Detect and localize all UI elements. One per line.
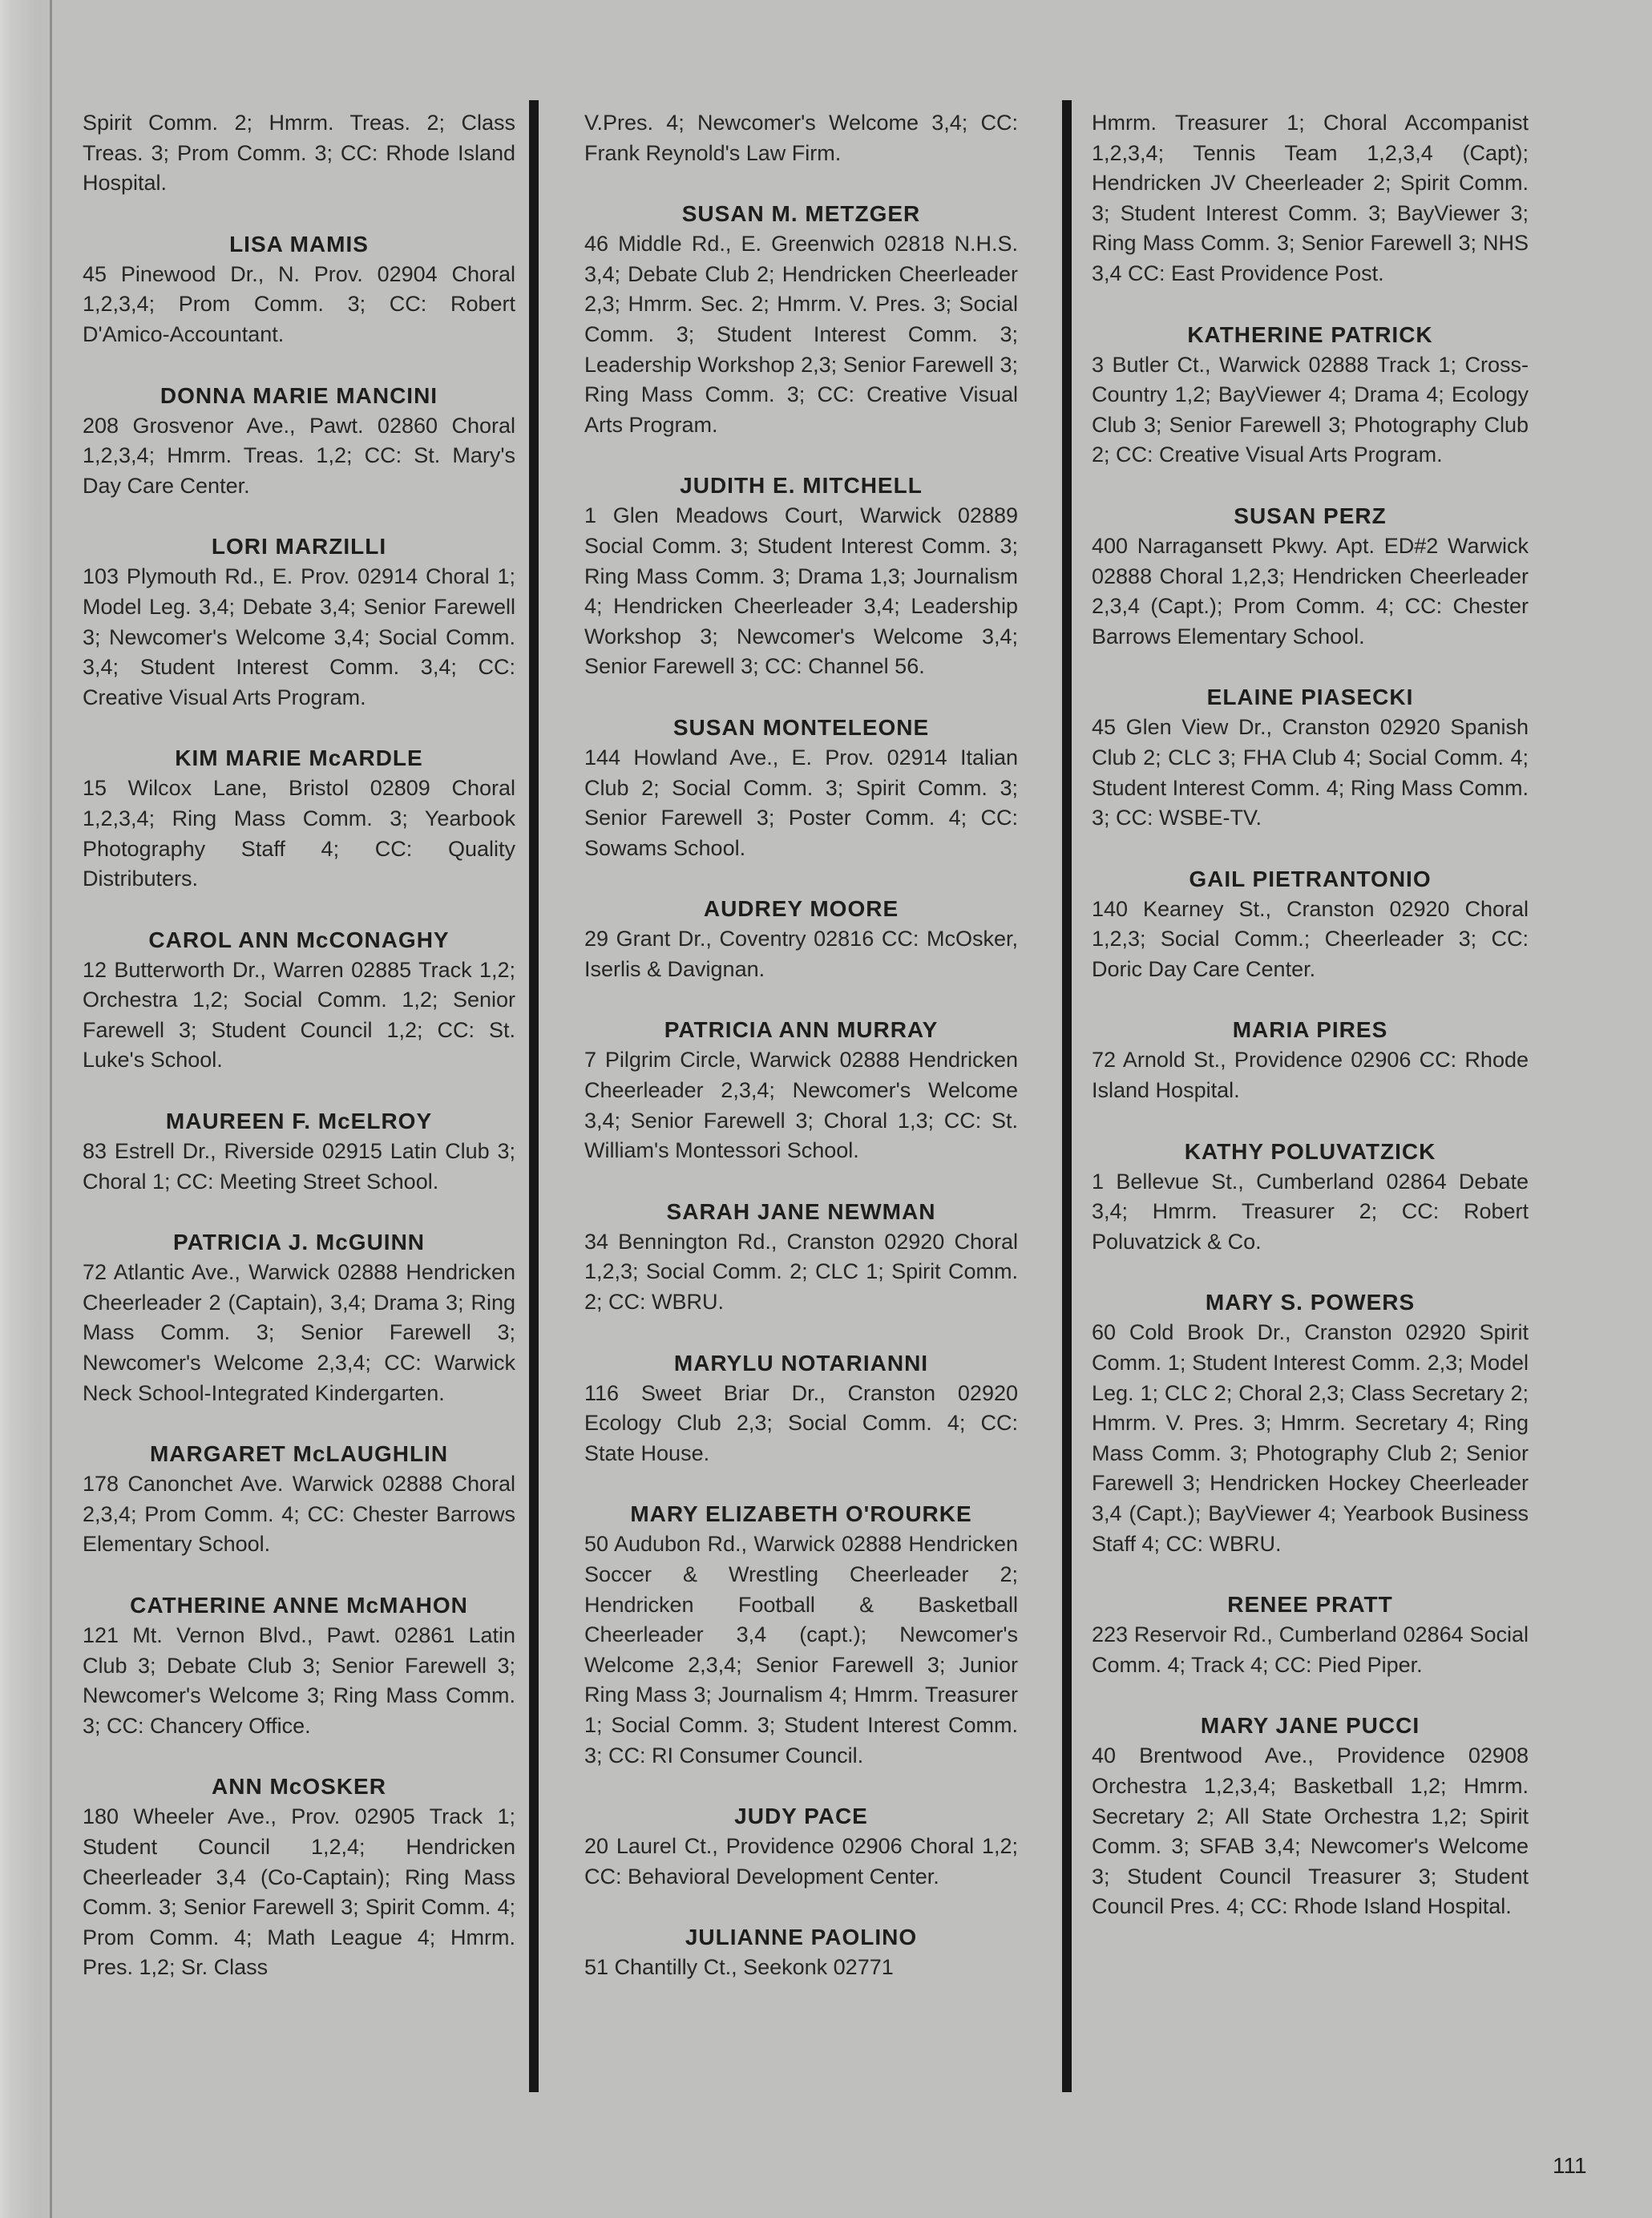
- student-name: MARY ELIZABETH O'ROURKE: [630, 1501, 972, 1527]
- student-name: JUDITH E. MITCHELL: [680, 473, 923, 499]
- student-name: KIM MARIE McARDLE: [175, 745, 423, 771]
- entry-text: 20 Laurel Ct., Providence 02906 Choral 1,2; CC: Behavioral Development Center.: [584, 1834, 1018, 1889]
- entry-text: Spirit Comm. 2; Hmrm. Treas. 2; Class Treas. 3; Prom Comm. 3; CC: Rhode Island Hospital.: [83, 111, 515, 196]
- student-name: MARY S. POWERS: [1205, 1290, 1416, 1315]
- student-name: DONNA MARIE MANCINI: [160, 382, 438, 408]
- entry-text: 29 Grant Dr., Coventry 02816 CC: McOsker, Iserlis & Davignan.: [584, 927, 1018, 981]
- student-name: ANN McOSKER: [212, 1774, 386, 1800]
- student-entry: [584, 199, 1018, 440]
- student-entry: [584, 1499, 1018, 1771]
- entry-text: 15 Wilcox Lane, Bristol 02809 Choral 1,2,3,4; Ring Mass Comm. 3; Yearbook Photography Staff 4; CC: Quality Distributers.: [83, 776, 515, 891]
- page-binding-edge: [0, 0, 52, 2218]
- entry-text: 144 Howland Ave., E. Prov. 02914 Italian Club 2; Social Comm. 3; Spirit Comm. 3; Senior Farewell 3; Poster Comm. 4; CC: Sowams School.: [584, 745, 1018, 860]
- student-name: CAROL ANN McCONAGHY: [148, 927, 450, 952]
- student-name: MARGARET McLAUGHLIN: [149, 1441, 449, 1467]
- column-2: [584, 108, 1018, 2014]
- continued-entry: [1092, 108, 1529, 289]
- entry-text: 60 Cold Brook Dr., Cranston 02920 Spirit Comm. 1; Student Interest Comm. 2,3; Model Leg. 1; CLC 2; Choral 2,3; Class Secretary 2; Hmrm. V. Pres. 3; Hmrm. Secretary 4; Ring Mass Comm. 3; Photography Club 2; Senior Farewell 3; Hendricken Hockey Cheerleader 3,4 (Capt.); BayViewer 4; Yearbook Business Staff 4; CC: WBRU.: [1092, 1320, 1529, 1556]
- student-name: KATHERINE PATRICK: [1187, 321, 1433, 347]
- entry-text: V.Pres. 4; Newcomer's Welcome 3,4; CC: Frank Reynold's Law Firm.: [584, 111, 1018, 165]
- student-entry: [584, 713, 1018, 863]
- student-name: PATRICIA ANN MURRAY: [664, 1017, 939, 1043]
- entry-text: 121 Mt. Vernon Blvd., Pawt. 02861 Latin Club 3; Debate Club 3; Senior Farewell 3; Newcomer's Welcome 3; Ring Mass Comm. 3; CC: Chancery Office.: [83, 1623, 515, 1738]
- entry-text: 3 Butler Ct., Warwick 02888 Track 1; Cross-Country 1,2; BayViewer 4; Drama 4; Ecology Club 3; Senior Farewell 3; Photography Club 2; CC: Creative Visual Arts Program.: [1092, 352, 1529, 467]
- entry-text: 178 Canonchet Ave. Warwick 02888 Choral 2,3,4; Prom Comm. 4; CC: Chester Barrows Elementary School.: [83, 1472, 515, 1557]
- student-entry: [83, 229, 515, 350]
- entry-text: 208 Grosvenor Ave., Pawt. 02860 Choral 1,2,3,4; Hmrm. Treas. 1,2; CC: St. Mary's Day Care Center.: [83, 413, 515, 498]
- entry-text: 12 Butterworth Dr., Warren 02885 Track 1,2; Orchestra 1,2; Social Comm. 1,2; Senior Farewell 3; Student Council 1,2; CC: St. Luke's School.: [83, 957, 515, 1073]
- continued-entry: [83, 108, 515, 199]
- student-entry: [1092, 501, 1529, 652]
- entry-text: 1 Bellevue St., Cumberland 02864 Debate 3,4; Hmrm. Treasurer 2; CC: Robert Poluvatzick & Co.: [1092, 1169, 1529, 1254]
- student-entry: [584, 1348, 1018, 1469]
- entry-text: 50 Audubon Rd., Warwick 02888 Hendricken Soccer & Wrestling Cheerleader 2; Hendricken Football & Basketball Cheerleader 3,4 (capt.); Newcomer's Welcome 2,3,4; Senior Farewell 3; Junior Ring Mass 3; Journalism 4; Hmrm. Treasurer 1; Social Comm. 3; Student Interest Comm. 3; CC: RI Consumer Council.: [584, 1532, 1018, 1768]
- student-entry: [83, 1227, 515, 1408]
- student-name: LORI MARZILLI: [211, 534, 387, 560]
- student-entry: [1092, 1711, 1529, 1922]
- student-name: JULIANNE PAOLINO: [685, 1925, 918, 1950]
- column-divider-rule: [529, 100, 539, 2092]
- student-entry: [1092, 1015, 1529, 1105]
- student-name: MAUREEN F. McELROY: [165, 1109, 433, 1134]
- entry-text: 51 Chantilly Ct., Seekonk 02771: [584, 1955, 894, 1980]
- entry-text: 45 Glen View Dr., Cranston 02920 Spanish Club 2; CLC 3; FHA Club 4; Social Comm. 4; Student Interest Comm. 4; Ring Mass Comm. 3; CC: WSBE-TV.: [1092, 715, 1529, 830]
- entry-text: 116 Sweet Briar Dr., Cranston 02920 Ecology Club 2,3; Social Comm. 4; CC: State House.: [584, 1380, 1018, 1465]
- student-entry: [1092, 320, 1529, 471]
- entry-text: 46 Middle Rd., E. Greenwich 02818 N.H.S. 3,4; Debate Club 2; Hendricken Cheerleader 2,3; Hmrm. Sec. 2; Hmrm. V. Pres. 3; Social Comm. 3; Student Interest Comm. 3; Leadership Workshop 2,3; Senior Farewell 3; Ring Mass Comm. 3; CC: Creative Visual Arts Program.: [584, 232, 1018, 437]
- student-name: PATRICIA J. McGUINN: [172, 1230, 426, 1255]
- student-name: SUSAN M. METZGER: [681, 201, 921, 227]
- student-entry: [584, 1015, 1018, 1166]
- student-name: MARIA PIRES: [1232, 1017, 1388, 1043]
- continued-entry: [584, 108, 1018, 168]
- column-1: [83, 108, 515, 2014]
- student-name: SUSAN MONTELEONE: [673, 714, 930, 740]
- page-number: 111: [1553, 2153, 1587, 2178]
- entry-text: 7 Pilgrim Circle, Warwick 02888 Hendricken Cheerleader 2,3,4; Newcomer's Welcome 3,4; Senior Farewell 3; Choral 1,3; CC: St. William's Montessori School.: [584, 1048, 1018, 1163]
- student-entry: [584, 1922, 1018, 1983]
- entry-text: 140 Kearney St., Cranston 02920 Choral 1,2,3; Social Comm.; Cheerleader 3; CC: Doric Day Care Center.: [1092, 896, 1529, 981]
- student-name: SARAH JANE NEWMAN: [666, 1198, 936, 1224]
- student-entry: [1092, 1590, 1529, 1680]
- student-name: AUDREY MOORE: [703, 896, 899, 922]
- student-entry: [1092, 1287, 1529, 1559]
- student-entry: [83, 925, 515, 1076]
- student-entry: [83, 531, 515, 713]
- student-name: LISA MAMIS: [229, 231, 369, 257]
- entry-text: 83 Estrell Dr., Riverside 02915 Latin Club 3; Choral 1; CC: Meeting Street School.: [83, 1139, 515, 1194]
- student-name: RENEE PRATT: [1227, 1592, 1393, 1618]
- entry-text: 40 Brentwood Ave., Providence 02908 Orchestra 1,2,3,4; Basketball 1,2; Hmrm. Secretary 2; All State Orchestra 1,2; Spirit Comm. 3; SFAB 3,4; Newcomer's Welcome 3; Student Council Treasurer 3; Student Council Pres. 4; CC: Rhode Island Hospital.: [1092, 1743, 1529, 1919]
- entry-text: 103 Plymouth Rd., E. Prov. 02914 Choral 1; Model Leg. 3,4; Debate 3,4; Senior Farewell 3; Newcomer's Welcome 3,4; Social Comm. 3,4; Student Interest Comm. 3,4; CC: Creative Visual Arts Program.: [83, 564, 515, 709]
- student-name: KATHY POLUVATZICK: [1184, 1138, 1436, 1164]
- entry-text: 180 Wheeler Ave., Prov. 02905 Track 1; Student Council 1,2,4; Hendricken Cheerleader 3,4 (Co-Captain); Ring Mass Comm. 3; Senior Farewell 3; Spirit Comm. 4; Prom Comm. 4; Math League 4; Hmrm. Pres. 1,2; Sr. Class: [83, 1804, 515, 1980]
- student-name: CATHERINE ANNE McMAHON: [130, 1593, 468, 1618]
- student-entry: [584, 1801, 1018, 1892]
- entry-text: 72 Atlantic Ave., Warwick 02888 Hendricken Cheerleader 2 (Captain), 3,4; Drama 3; Ring Mass Comm. 3; Senior Farewell 3; Newcomer's Welcome 2,3,4; CC: Warwick Neck School-Integrated Kindergarten.: [83, 1260, 515, 1405]
- entry-text: 1 Glen Meadows Court, Warwick 02889 Social Comm. 3; Student Interest Comm. 3; Ring Mass Comm. 3; Drama 1,3; Journalism 4; Hendricken Cheerleader 3,4; Leadership Workshop 3; Newcomer's Welcome 3,4; Senior Farewell 3; CC: Channel 56.: [584, 503, 1018, 679]
- student-entry: [1092, 682, 1529, 833]
- entry-text: Hmrm. Treasurer 1; Choral Accompanist 1,2,3,4; Tennis Team 1,2,3,4 (Capt); Hendricken JV Cheerleader 2; Spirit Comm. 3; Student Interest Comm. 3; BayViewer 3; Ring Mass Comm. 3; Senior Farewell 3; NHS 3,4 CC: East Providence Post.: [1092, 111, 1529, 285]
- entry-text: 45 Pinewood Dr., N. Prov. 02904 Choral 1,2,3,4; Prom Comm. 3; CC: Robert D'Amico-Accountant.: [83, 261, 515, 346]
- student-name: ELAINE PIASECKI: [1206, 685, 1414, 710]
- student-entry: [1092, 1137, 1529, 1258]
- column-3: [1092, 108, 1529, 1953]
- entry-text: 223 Reservoir Rd., Cumberland 02864 Social Comm. 4; Track 4; CC: Pied Piper.: [1092, 1622, 1529, 1677]
- student-name: GAIL PIETRANTONIO: [1189, 866, 1432, 891]
- student-name: JUDY PACE: [734, 1804, 868, 1829]
- student-entry: [1092, 864, 1529, 985]
- student-entry: [83, 381, 515, 502]
- student-entry: [584, 1197, 1018, 1318]
- student-entry: [83, 1439, 515, 1560]
- student-name: MARY JANE PUCCI: [1200, 1713, 1420, 1739]
- student-entry: [83, 1590, 515, 1741]
- entry-text: 34 Bennington Rd., Cranston 02920 Choral 1,2,3; Social Comm. 2; CLC 1; Spirit Comm. 2; CC: WBRU.: [584, 1229, 1018, 1315]
- entry-text: 400 Narragansett Pkwy. Apt. ED#2 Warwick 02888 Choral 1,2,3; Hendricken Cheerleader 2,3,4 (Capt.); Prom Comm. 4; CC: Chester Barrows Elementary School.: [1092, 533, 1529, 648]
- entry-text: 72 Arnold St., Providence 02906 CC: Rhode Island Hospital.: [1092, 1048, 1529, 1103]
- student-name: MARYLU NOTARIANNI: [673, 1350, 929, 1376]
- student-entry: [584, 894, 1018, 984]
- student-name: SUSAN PERZ: [1234, 503, 1387, 528]
- student-entry: [83, 1772, 515, 1983]
- student-entry: [584, 471, 1018, 682]
- column-divider-rule: [1062, 100, 1072, 2092]
- student-entry: [83, 1106, 515, 1197]
- student-entry: [83, 743, 515, 894]
